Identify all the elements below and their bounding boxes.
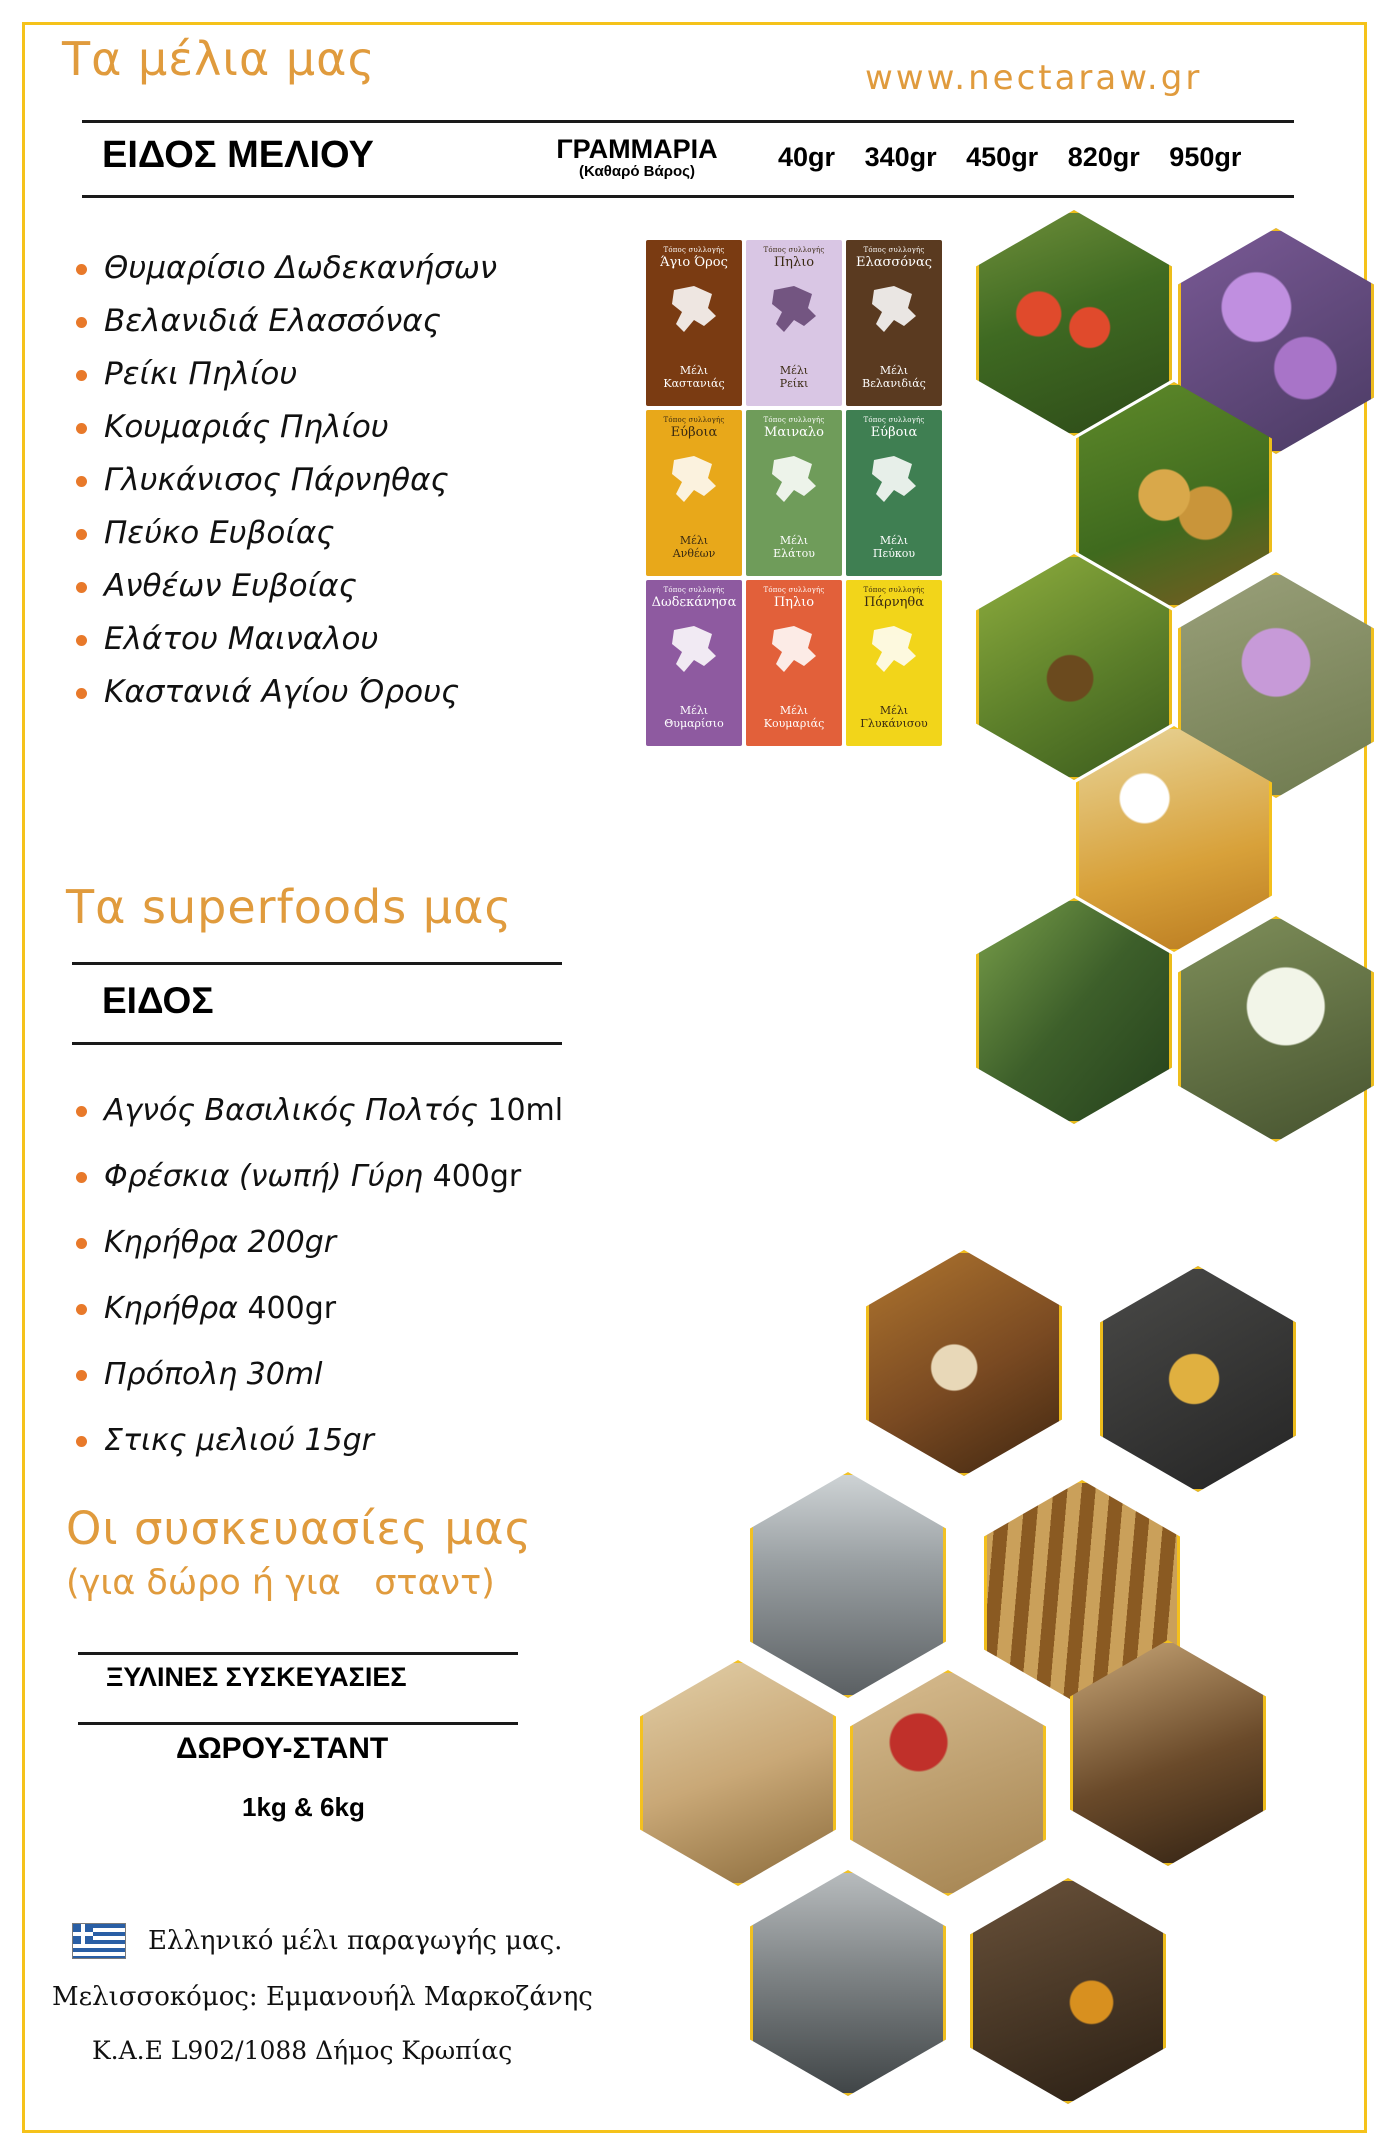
list-item: [68, 242, 668, 295]
jar-label-place: Μαιναλο: [764, 425, 824, 440]
jar-label: [746, 580, 842, 746]
footer-line-1: Ελληνικό μέλι παραγωγής μας.: [148, 1926, 563, 1956]
list-item: [68, 1210, 748, 1276]
jar-label-place: Εύβοια: [870, 425, 918, 440]
jar-label-collection-text: Τόπος συλλογής: [763, 416, 825, 424]
weight-option-1: 340gr: [864, 142, 937, 172]
packaging-title: Οι συσκευασίες μας: [66, 1502, 533, 1555]
superfoods-title: Τα superfoods μας: [66, 880, 513, 934]
list-item: [68, 1408, 748, 1474]
jar-label: [846, 580, 942, 746]
jar-label-product: Μέλι Ελάτου: [773, 534, 815, 560]
greece-map-icon: [664, 622, 724, 684]
column-header-grams: [522, 134, 752, 180]
greece-map-icon: [864, 282, 924, 344]
weight-option-2: 450gr: [966, 142, 1039, 172]
superfood-name: Φρέσκια (νωπή) Γύρη: [104, 1159, 424, 1194]
honey-item-label: Θυμαρίσιο Δωδεκανήσων: [104, 250, 498, 286]
superfood-name: Κηρήθρα 200gr: [104, 1225, 337, 1260]
greece-map-icon: [764, 282, 824, 344]
column-header-grams-sub: (Καθαρό Βάρος): [579, 163, 695, 180]
jar-label: [846, 410, 942, 576]
jar-label: [746, 240, 842, 406]
honey-type-list: [68, 242, 668, 719]
column-header-grams-main: ΓΡΑΜΜΑΡΙΑ: [556, 134, 718, 164]
packaging-sizes: 1kg & 6kg: [242, 1792, 365, 1822]
jar-label-place: Πηλιο: [773, 255, 815, 270]
jar-label-product: Μέλι Πεύκου: [872, 534, 916, 560]
superfood-name: Πρόπολη 30ml: [104, 1357, 323, 1392]
jar-label-product: Μέλι Κουμαριάς: [763, 704, 825, 730]
list-item: [68, 295, 668, 348]
jar-label-collection-text: Τόπος συλλογής: [863, 416, 925, 424]
honey-item-label: Γλυκάνισος Πάρνηθας: [104, 462, 449, 498]
list-item: [68, 1342, 748, 1408]
jar-label-place: Εύβοια: [670, 425, 718, 440]
jar-label: [646, 410, 742, 576]
greece-map-icon: [864, 622, 924, 684]
website-link[interactable]: www.nectaraw.gr: [865, 58, 1203, 98]
list-item: [68, 613, 668, 666]
footer-line-3: Κ.Α.Ε L902/1088 Δήμος Κρωπίας: [92, 2036, 513, 2065]
jar-label-collection-text: Τόπος συλλογής: [863, 586, 925, 594]
superfood-name: Στικς μελιού 15gr: [104, 1423, 374, 1458]
honey-item-label: Ανθέων Ευβοίας: [104, 568, 357, 604]
greece-map-icon: [664, 282, 724, 344]
packaging-line-2: ΔΩΡΟΥ-ΣΤΑΝΤ: [176, 1732, 389, 1765]
jar-label-collection-text: Τόπος συλλογής: [663, 246, 725, 254]
jar-label-place: Πάρνηθα: [863, 595, 925, 610]
divider-superfoods-top: [72, 962, 562, 965]
packaging-line-1: ΞΥΛΙΝΕΣ ΣΥΣΚΕΥΑΣΙΕΣ: [106, 1662, 407, 1692]
divider-mid: [82, 195, 1294, 198]
jar-label-place: Πηλιο: [773, 595, 815, 610]
weights-row: [778, 142, 1241, 173]
jar-label-grid: [646, 240, 946, 746]
list-item: [68, 454, 668, 507]
weight-option-3: 820gr: [1067, 142, 1140, 172]
honey-item-label: Κουμαριάς Πηλίου: [104, 409, 389, 445]
greece-map-icon: [764, 622, 824, 684]
greece-map-icon: [764, 452, 824, 514]
page-title: Τα μέλια μας: [62, 32, 376, 86]
jar-label-collection-text: Τόπος συλλογής: [663, 416, 725, 424]
list-item: [68, 401, 668, 454]
superfoods-list: [68, 1078, 748, 1474]
jar-label-product: Μέλι Ανθέων: [672, 534, 716, 560]
jar-label-product: Μέλι Γλυκάνισου: [860, 704, 928, 730]
jar-label-place: Δωδεκάνησα: [651, 595, 737, 610]
jar-label-collection-text: Τόπος συλλογής: [763, 586, 825, 594]
superfood-unit: 10ml: [487, 1093, 564, 1128]
list-item: [68, 507, 668, 560]
jar-label: [646, 580, 742, 746]
weight-option-0: 40gr: [778, 142, 836, 172]
greek-flag-icon: [72, 1923, 126, 1959]
column-header-superfood-type: ΕΙΔΟΣ: [102, 980, 214, 1021]
jar-label-collection-text: Τόπος συλλογής: [863, 246, 925, 254]
greece-map-icon: [664, 452, 724, 514]
jar-label: [746, 410, 842, 576]
superfood-name: Αγνός Βασιλικός Πολτός: [104, 1093, 478, 1128]
jar-label-product: Μέλι Καστανιάς: [663, 364, 725, 390]
list-item: [68, 1144, 748, 1210]
divider-top: [82, 120, 1294, 123]
list-item: [68, 348, 668, 401]
jar-label-product: Μέλι Ρείκι: [779, 364, 809, 390]
honey-item-label: Καστανιά Αγίου Όρους: [104, 674, 460, 710]
jar-label: [846, 240, 942, 406]
list-item: [68, 666, 668, 719]
list-item: [68, 560, 668, 613]
weight-option-4: 950gr: [1169, 142, 1242, 172]
honey-item-label: Πεύκο Ευβοίας: [104, 515, 335, 551]
jar-label-place: Άγιο Όρος: [660, 255, 728, 270]
greece-map-icon: [864, 452, 924, 514]
jar-label-collection-text: Τόπος συλλογής: [763, 246, 825, 254]
superfood-unit: 400gr: [432, 1159, 522, 1194]
list-item: [68, 1276, 748, 1342]
list-item: [68, 1078, 748, 1144]
column-header-honey-type: ΕΙΔΟΣ ΜΕΛΙΟΥ: [102, 134, 374, 176]
jar-label: [646, 240, 742, 406]
divider-packaging-bottom: [78, 1722, 518, 1725]
jar-label-place: Ελασσόνας: [855, 255, 933, 270]
jar-label-product: Μέλι Θυμαρίσιο: [664, 704, 724, 730]
divider-superfoods-bottom: [72, 1042, 562, 1045]
honey-item-label: Ρείκι Πηλίου: [104, 356, 298, 392]
divider-packaging-top: [78, 1652, 518, 1655]
honey-item-label: Βελανιδιά Ελασσόνας: [104, 303, 441, 339]
superfood-name: Κηρήθρα: [104, 1291, 238, 1326]
footer-line-2: Μελισσοκόμος: Εμμανουήλ Μαρκοζάνης: [52, 1982, 593, 2012]
superfood-unit: 400gr: [247, 1291, 337, 1326]
honey-item-label: Ελάτου Μαιναλου: [104, 621, 379, 657]
packaging-subtitle: (για δώρο ή για σταντ): [66, 1563, 495, 1603]
jar-label-collection-text: Τόπος συλλογής: [663, 586, 725, 594]
jar-label-product: Μέλι Βελανιδιάς: [862, 364, 926, 390]
